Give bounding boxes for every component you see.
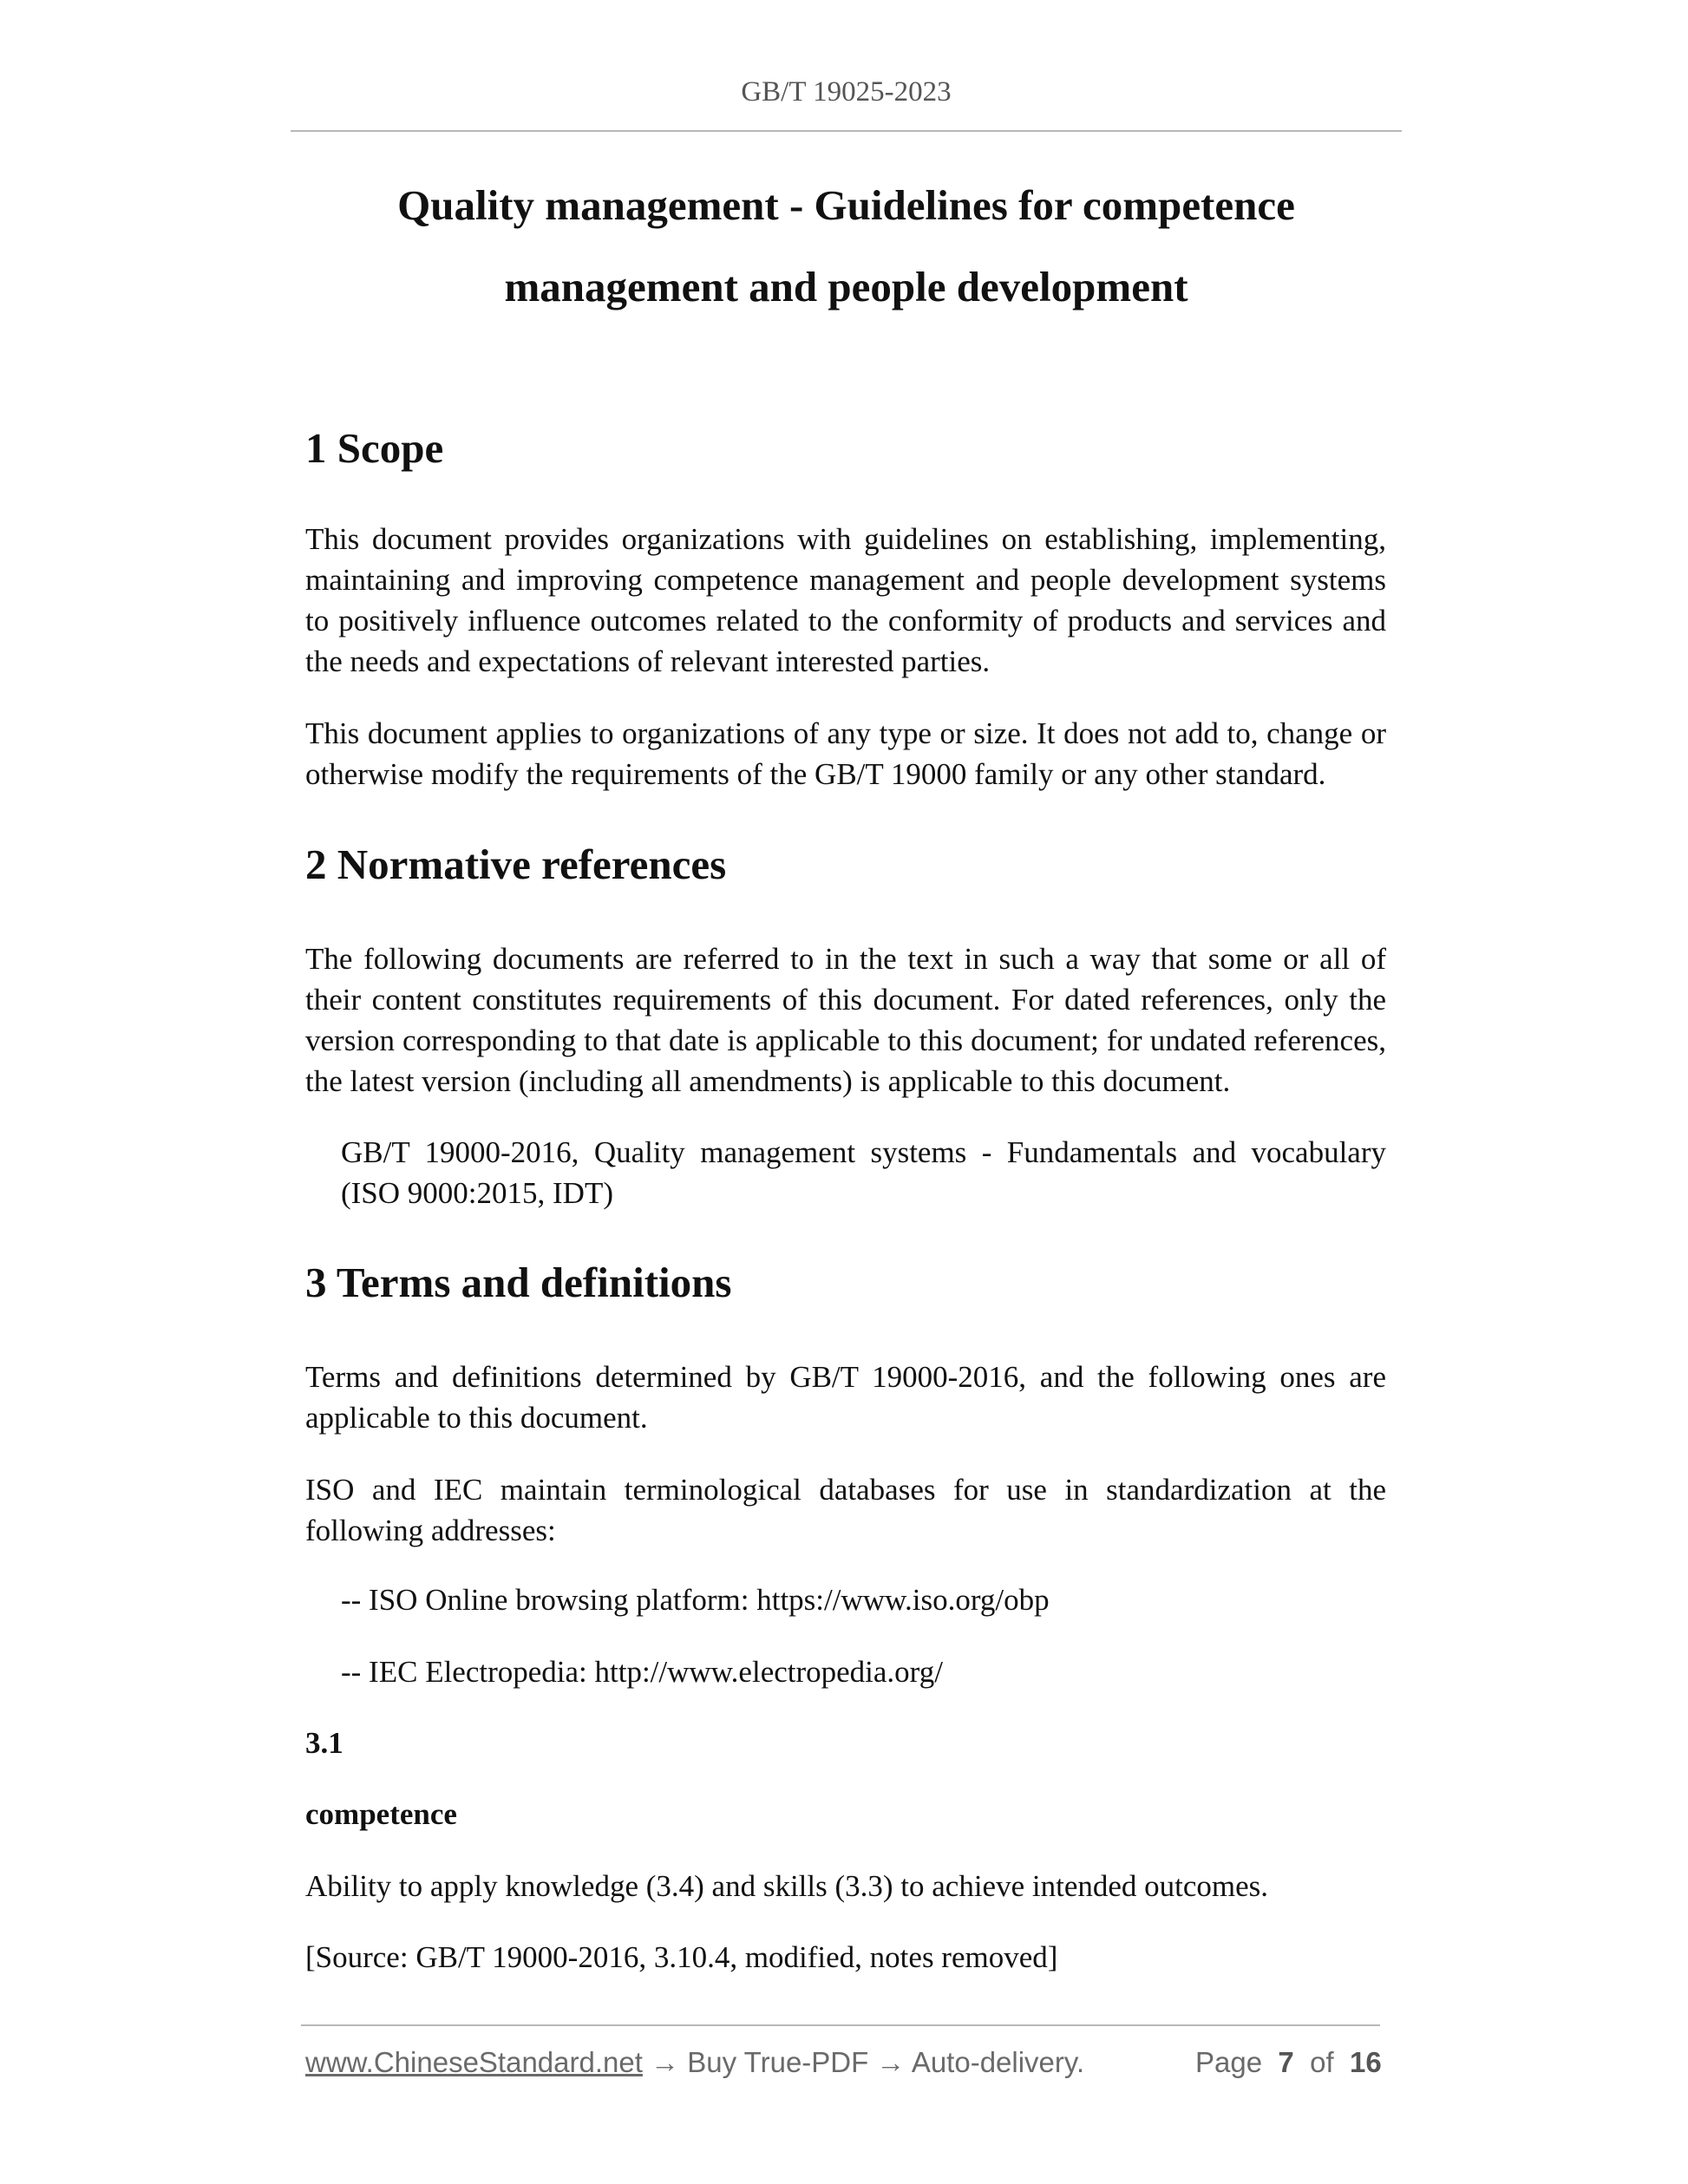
footer-divider — [301, 2024, 1380, 2026]
iso-obp-address: -- ISO Online browsing platform: https://www.iso.org/obp — [341, 1583, 1050, 1617]
term-name: competence — [305, 1797, 457, 1831]
term-number: 3.1 — [305, 1726, 343, 1760]
of-label: of — [1310, 2046, 1334, 2078]
section-heading-terms-definitions: 3 Terms and definitions — [305, 1259, 732, 1306]
iec-electropedia-address: -- IEC Electropedia: http://www.electropedia.org/ — [341, 1655, 943, 1689]
document-title-line-2: management and people development — [504, 263, 1188, 311]
document-title-line-1: Quality management - Guidelines for competence — [397, 181, 1295, 229]
normative-paragraph: The following documents are referred to in the text in such a way that some or all of their content constitutes requirements of this document. For dated references, only the version corresponding to that date is applicable to this document; for undated references, the latest version (including all amendments) is applicable to this document. — [305, 942, 1386, 1098]
running-header: GB/T 19025-2023 — [741, 76, 952, 108]
footer-tagline: → Buy True-PDF → Auto-delivery. — [642, 2046, 1085, 2078]
scope-paragraph-1: This document provides organizations with guidelines on establishing, implementing, maintaining and improving competence management and people development systems to positively influence outcomes related to the conformity of products and services and the needs and expectations of relevant interested parties. — [305, 522, 1386, 678]
term-definition: Ability to apply knowledge (3.4) and skills (3.3) to achieve intended outcomes. — [305, 1869, 1269, 1903]
footer-promo — [305, 2046, 1084, 2079]
section-heading-scope: 1 Scope — [305, 424, 444, 472]
terms-paragraph-1: Terms and definitions determined by GB/T 19000-2016, and the following ones are applicable to this document. — [305, 1360, 1386, 1435]
normative-reference-item: GB/T 19000-2016, Quality management systems - Fundamentals and vocabulary (ISO 9000:2015, IDT) — [341, 1135, 1386, 1210]
page-label: Page — [1195, 2046, 1263, 2078]
term-source: [Source: GB/T 19000-2016, 3.10.4, modified, notes removed] — [305, 1940, 1058, 1974]
terms-paragraph-2: ISO and IEC maintain terminological databases for use in standardization at the following addresses: — [305, 1473, 1386, 1547]
site-link[interactable]: www.ChineseStandard.net — [305, 2046, 643, 2078]
scope-paragraph-2: This document applies to organizations of any type or size. It does not add to, change or otherwise modify the requirements of the GB/T 19000 family or any other standard. — [305, 716, 1386, 791]
page-current: 7 — [1278, 2046, 1294, 2078]
page-indicator — [1195, 2046, 1382, 2079]
header-divider — [291, 130, 1402, 132]
section-heading-normative-references: 2 Normative references — [305, 840, 727, 888]
page-total: 16 — [1350, 2046, 1382, 2078]
